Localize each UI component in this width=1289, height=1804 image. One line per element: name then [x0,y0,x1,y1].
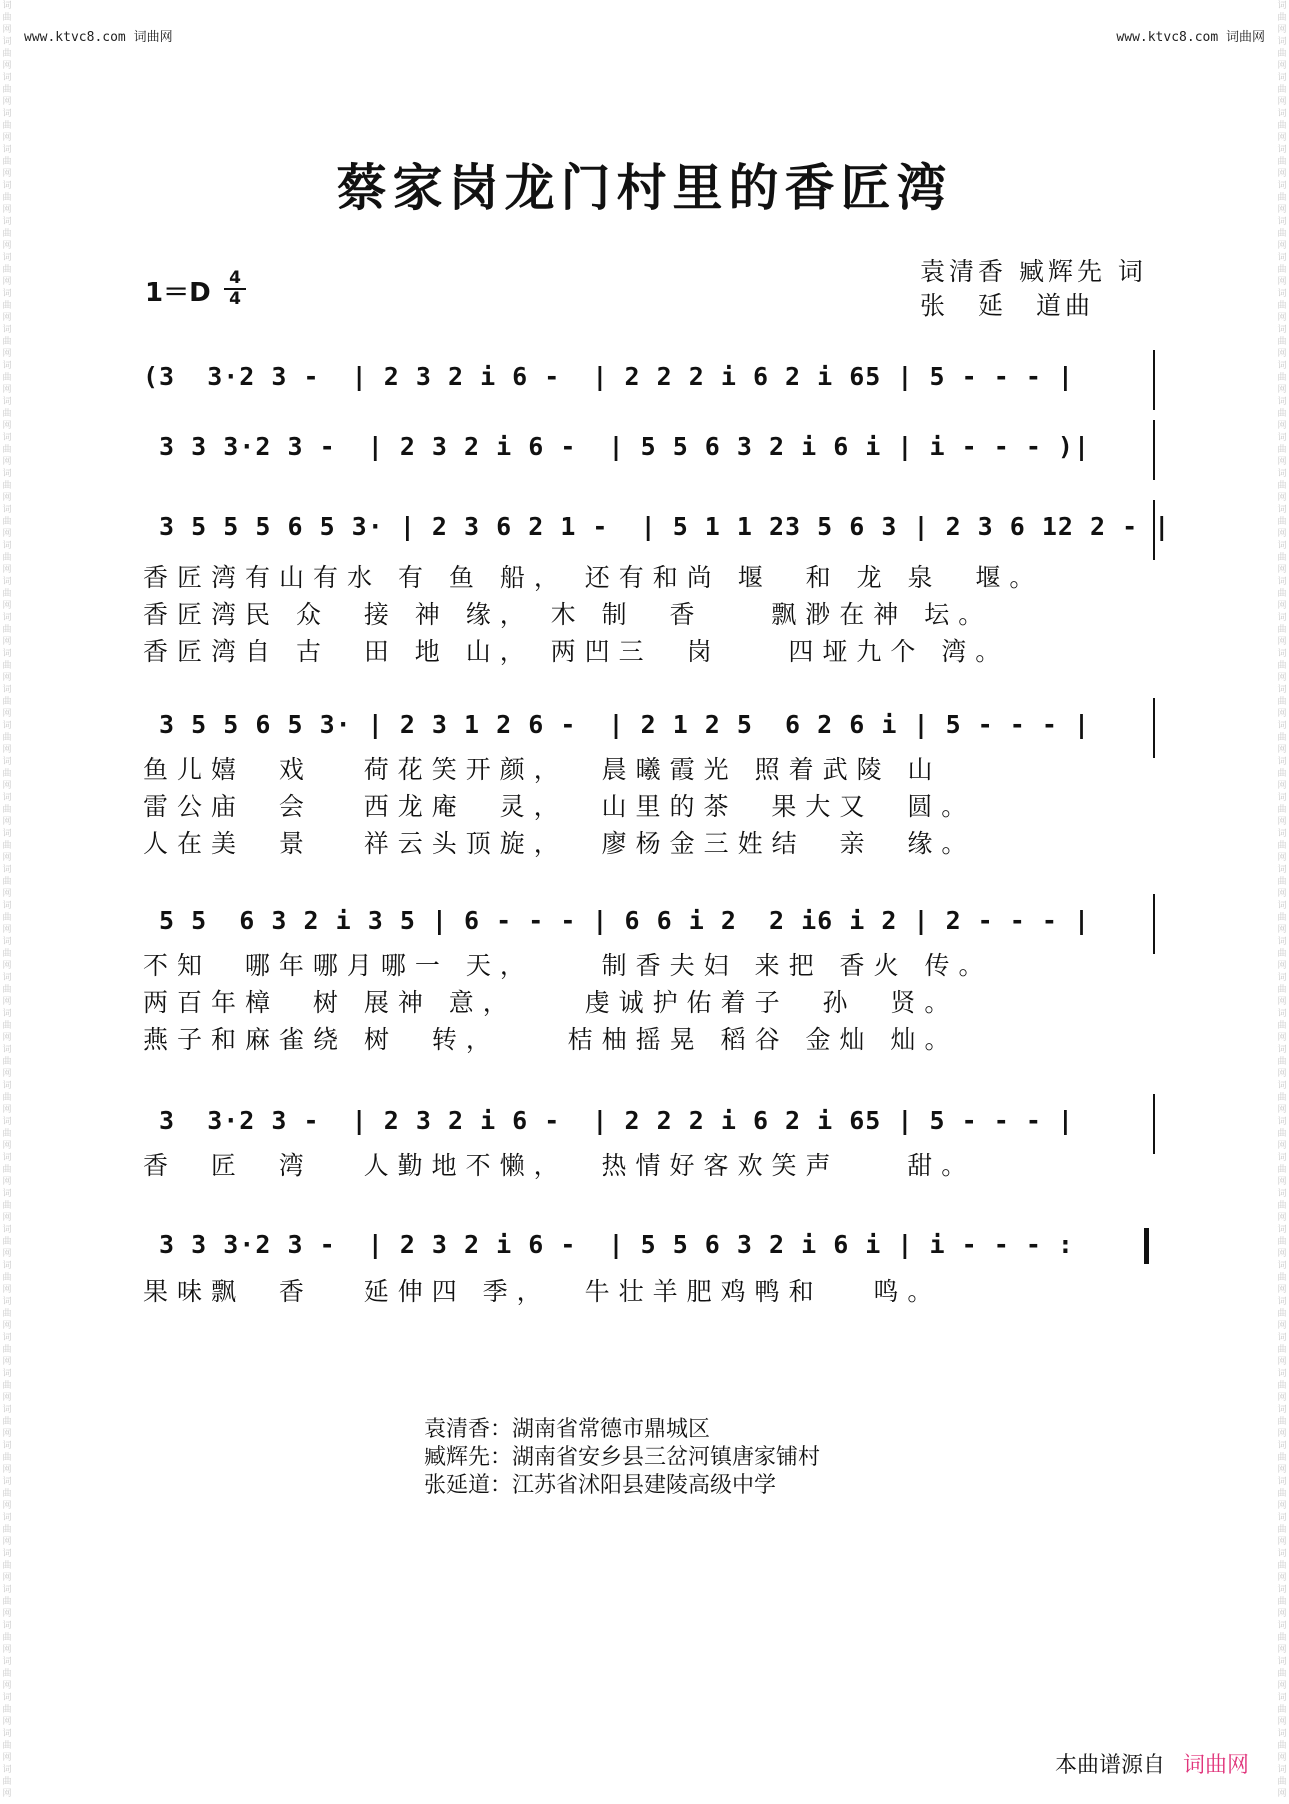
time-signature [224,270,246,308]
author-note: 张延道：江苏省沭阳县建陵高级中学 [424,1473,777,1498]
site-url-left[interactable]: www.ktvc8.com 词曲网 [24,30,173,45]
lyric-line: 香匠湾自 古 田 地 山， 两凹三 岗 四垭九个 湾。 [143,637,1010,666]
source-prefix: 本曲谱源自 [1054,1753,1165,1778]
meter-bottom: 4 [229,289,241,309]
score-row-5 [143,894,1155,954]
score-row-3 [143,500,1171,560]
key-signature: 1＝D [145,278,211,308]
lyric-line: 人在美 景 祥云头顶旋， 廖杨金三姓结 亲 缘。 [143,829,976,858]
lyric-line: 香 匠 湾 人勤地不懒， 热情好客欢笑声 甜。 [143,1151,976,1180]
watermark-left: 词曲网 词曲网 词曲网 词曲网 词曲网 词曲网 词曲网 词曲网 词曲网 词曲网 词曲网 词曲网 词曲网 词曲网 词曲网 词曲网 词曲网 词曲网 词曲网 词曲网 词曲网 词曲网 词曲网 词曲网 词曲网 词曲网 词曲网 词曲网 词曲网 词曲网 词曲网 词曲网 词曲网 词曲网 词曲网 词曲网 词曲网 词曲网 词曲网 词曲网 词曲网 词曲网 词曲网 词曲网 词曲网 词曲网 词曲网 词曲网 词曲网 词曲网 [2,1,12,1799]
lyric-line: 果味飘 香 延伸四 季， 牛壮羊肥鸡鸭和 鸣。 [143,1277,942,1306]
notation-line: (3 3·2 3 - | 2 3 2 i 6 - | 2 2 2 i 6 2 i 65 | 5 - - - | [143,362,1074,391]
lyric-line: 香匠湾有山有水 有 鱼 船， 还有和尚 堰 和 龙 泉 堰。 [143,563,1044,592]
score-row-2 [143,420,1155,480]
meter-top: 4 [229,268,241,288]
lyricist-credit: 袁清香 臧辉先 词 [920,257,1147,286]
lyric-line: 香匠湾民 众 接 神 缘， 木 制 香 飘渺在神 坛。 [143,600,993,629]
notation-line: 5 5 6 3 2 i 3 5 | 6 - - - | 6 6 i 2 2 i6 i 2 | 2 - - - | [143,906,1091,935]
lyric-line: 两百年樟 树 展神 意， 虔诚护佑着子 孙 贤。 [143,988,959,1017]
watermark-right: 词曲网 词曲网 词曲网 词曲网 词曲网 词曲网 词曲网 词曲网 词曲网 词曲网 词曲网 词曲网 词曲网 词曲网 词曲网 词曲网 词曲网 词曲网 词曲网 词曲网 词曲网 词曲网 词曲网 词曲网 词曲网 词曲网 词曲网 词曲网 词曲网 词曲网 词曲网 词曲网 词曲网 词曲网 词曲网 词曲网 词曲网 词曲网 词曲网 词曲网 词曲网 词曲网 词曲网 词曲网 词曲网 词曲网 词曲网 词曲网 词曲网 词曲网 [1277,1,1287,1799]
notation-line: 3 5 5 5 6 5 3· | 2 3 6 2 1 - | 5 1 1 23 5 6 3 | 2 3 6 12 2 - | [143,512,1171,541]
song-title: 蔡家岗龙门村里的香匠湾 [336,158,953,217]
source-brand-link[interactable]: 词曲网 [1182,1753,1249,1778]
author-note: 袁清香：湖南省常德市鼎城区 [424,1417,711,1442]
lyric-line: 雷公庙 会 西龙庵 灵， 山里的茶 果大又 圆。 [143,792,976,821]
lyric-line: 不知 哪年哪月哪一 天， 制香夫妇 来把 香火 传。 [143,951,993,980]
notation-line: 3 3·2 3 - | 2 3 2 i 6 - | 2 2 2 i 6 2 i 65 | 5 - - - | [143,1106,1074,1135]
score-row-6 [143,1094,1155,1154]
repeat-end-barline [1144,1228,1149,1264]
notation-line: 3 3 3·2 3 - | 2 3 2 i 6 - | 5 5 6 3 2 i 6 i | i - - - )| [143,432,1091,461]
notation-line: 3 3 3·2 3 - | 2 3 2 i 6 - | 5 5 6 3 2 i 6 i | i - - - : [143,1230,1074,1259]
lyric-line: 燕子和麻雀绕 树 转， 桔柚摇晃 稻谷 金灿 灿。 [143,1025,959,1054]
score-row-4 [143,698,1155,758]
site-url-right[interactable]: www.ktvc8.com 词曲网 [1116,30,1265,45]
notation-line: 3 5 5 6 5 3· | 2 3 1 2 6 - | 2 1 2 5 6 2 6 i | 5 - - - | [143,710,1091,739]
author-note: 臧辉先：湖南省安乡县三岔河镇唐家铺村 [424,1445,821,1470]
lyric-line: 鱼儿嬉 戏 荷花笑开颜， 晨曦霞光 照着武陵 山 [143,755,942,784]
composer-credit: 张 延 道曲 [920,291,1095,320]
score-row-1 [143,350,1155,410]
score-row-7 [143,1218,1153,1278]
source-credit [1055,1748,1249,1779]
